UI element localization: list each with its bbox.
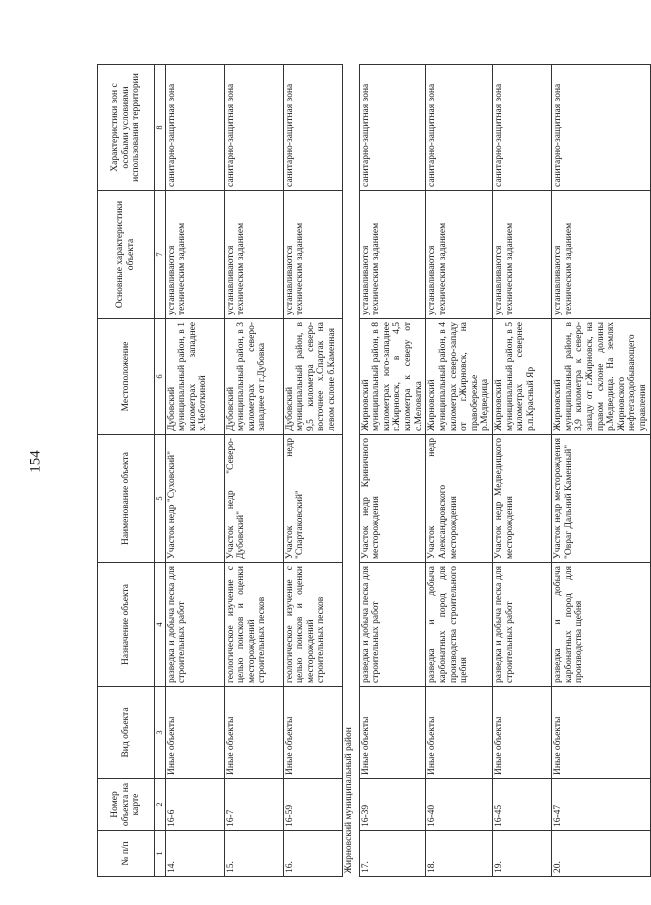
object-name: Участок недр месторождения "Овраг Дальний Каменный" xyxy=(552,435,651,563)
column-number: 4 xyxy=(155,563,166,687)
rotated-page-content xyxy=(97,65,649,877)
zone-characteristics: санитарно-защитная зона xyxy=(552,65,651,191)
table-row xyxy=(493,65,552,877)
zone-characteristics: санитарно-защитная зона xyxy=(426,65,493,191)
header-row xyxy=(98,65,155,877)
header-cell: Местоположение xyxy=(98,319,155,435)
map-number: 16-45 xyxy=(493,779,552,831)
map-number: 16-7 xyxy=(224,779,283,831)
page-number: 154 xyxy=(27,450,44,473)
row-number: 18. xyxy=(426,831,493,877)
object-characteristics: устанавливаются техническим заданием xyxy=(165,191,224,319)
column-number: 6 xyxy=(155,319,166,435)
object-characteristics: устанавливаются техническим заданием xyxy=(426,191,493,319)
row-number: 16. xyxy=(283,831,342,877)
header-cell: Наименование объекта xyxy=(98,435,155,563)
object-purpose: разведка и добыча песка для строительных работ xyxy=(165,563,224,687)
row-number: 20. xyxy=(552,831,651,877)
object-name: Участок недр Медведицкого месторождения xyxy=(493,435,552,563)
map-number: 16-40 xyxy=(426,779,493,831)
row-number: 14. xyxy=(165,831,224,877)
object-name: Участок недр Криничного месторождения xyxy=(359,435,426,563)
object-location: Жирновский муниципальный район, в 8 километрах юго-западнее г.Жирновск, в 4,5 километра к северу от с.Меловатка xyxy=(359,319,426,435)
object-characteristics: устанавливаются техническим заданием xyxy=(493,191,552,319)
object-location: Жирновский муниципальный район, в 3,9 километра к северо-западу от г.Жирновск, на правом склоне долины р.Медведица. На землях Жирновского нефтегазодобывающего управления xyxy=(552,319,651,435)
object-name: Участок недр Александровского месторождения xyxy=(426,435,493,563)
map-number: 16-59 xyxy=(283,779,342,831)
object-location: Дубовский муниципальный район, в 3 километрах северо-западнее от г.Дубовка xyxy=(224,319,283,435)
section-title: Жирновский муниципальный район xyxy=(342,65,359,877)
table-row xyxy=(359,65,426,877)
object-kind: Иные объекты xyxy=(359,687,426,779)
object-characteristics: устанавливаются техническим заданием xyxy=(359,191,426,319)
object-kind: Иные объекты xyxy=(283,687,342,779)
map-number: 16-6 xyxy=(165,779,224,831)
table-row xyxy=(224,65,283,877)
column-numbers-row xyxy=(155,65,166,877)
row-number: 17. xyxy=(359,831,426,877)
section-row xyxy=(342,65,359,877)
object-location: Дубовский муниципальный район, в 9,5 километра северо-восточнее х.Спартак на левом склоне б.Каменная xyxy=(283,319,342,435)
header-cell: Номер объекта на карте xyxy=(98,779,155,831)
header-cell: № п/п xyxy=(98,831,155,877)
zone-characteristics: санитарно-защитная зона xyxy=(224,65,283,191)
object-kind: Иные объекты xyxy=(426,687,493,779)
object-location: Жирновский муниципальный район, в 5 километрах севернее р.п.Красный Яр xyxy=(493,319,552,435)
zone-characteristics: санитарно-защитная зона xyxy=(283,65,342,191)
object-purpose: разведка и добыча песка для строительных работ xyxy=(359,563,426,687)
object-characteristics: устанавливаются техническим заданием xyxy=(283,191,342,319)
object-name: Участок недр "Северо-Дубовский" xyxy=(224,435,283,563)
object-name: Участок недр "Суховский" xyxy=(165,435,224,563)
header-cell: Вид объекта xyxy=(98,687,155,779)
map-number: 16-39 xyxy=(359,779,426,831)
object-kind: Иные объекты xyxy=(224,687,283,779)
header-cell: Характеристики зон с особыми условиями использования территории xyxy=(98,65,155,191)
zone-characteristics: санитарно-защитная зона xyxy=(359,65,426,191)
object-name: Участок недр "Спартаковский" xyxy=(283,435,342,563)
column-number: 5 xyxy=(155,435,166,563)
table-row xyxy=(283,65,342,877)
table-row xyxy=(426,65,493,877)
object-purpose: разведка и добыча карбонатных пород для производства строительного щебня xyxy=(426,563,493,687)
object-purpose: разведка и добыча карбонатных пород для производства щебня xyxy=(552,563,651,687)
table-row xyxy=(165,65,224,877)
object-purpose: геологическое изучение с целью поисков и оценки месторождений строительных песков xyxy=(224,563,283,687)
object-location: Жирновский муниципальный район, в 4 километрах северо-западу от г.Жирновск, на правобережье р.Медведица xyxy=(426,319,493,435)
column-number: 7 xyxy=(155,191,166,319)
column-number: 1 xyxy=(155,831,166,877)
row-number: 19. xyxy=(493,831,552,877)
row-number: 15. xyxy=(224,831,283,877)
column-number: 8 xyxy=(155,65,166,191)
object-kind: Иные объекты xyxy=(552,687,651,779)
zone-characteristics: санитарно-защитная зона xyxy=(165,65,224,191)
object-characteristics: устанавливаются техническим заданием xyxy=(552,191,651,319)
header-cell: Назначение объекта xyxy=(98,563,155,687)
table-row xyxy=(552,65,651,877)
objects-table xyxy=(97,64,651,877)
object-location: Дубовский муниципальный район, в 1 километрах западнее х.Чеботкиной xyxy=(165,319,224,435)
zone-characteristics: санитарно-защитная зона xyxy=(493,65,552,191)
column-number: 2 xyxy=(155,779,166,831)
header-cell: Основные характеристики объекта xyxy=(98,191,155,319)
object-kind: Иные объекты xyxy=(165,687,224,779)
object-characteristics: устанавливаются техническим заданием xyxy=(224,191,283,319)
object-kind: Иные объекты xyxy=(493,687,552,779)
object-purpose: разведка и добыча песка для строительных работ xyxy=(493,563,552,687)
map-number: 16-47 xyxy=(552,779,651,831)
object-purpose: геологическое изучение с целью поисков и оценки месторождений строительных песков xyxy=(283,563,342,687)
column-number: 3 xyxy=(155,687,166,779)
